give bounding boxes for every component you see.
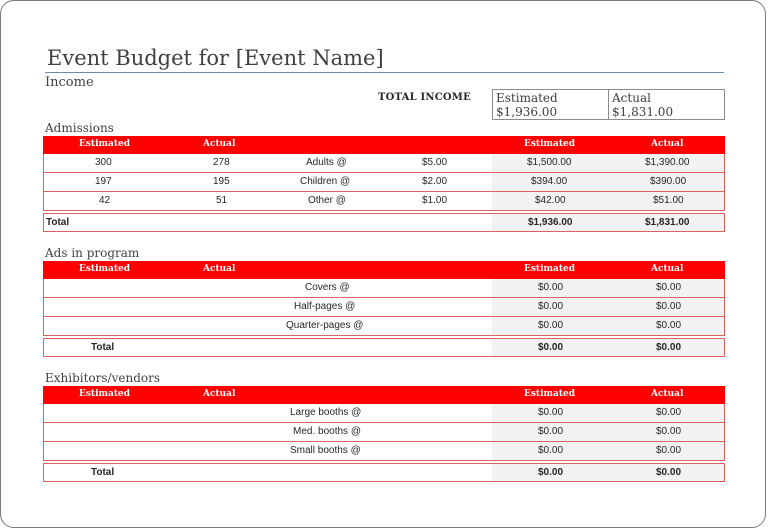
exhibitors-actual[interactable]: $0.00 (656, 445, 682, 456)
admissions-total-label: Total (46, 217, 70, 228)
admissions-header-actual: Actual (651, 139, 684, 149)
table-row[interactable] (43, 192, 725, 211)
exhibitors-total-actual: $0.00 (656, 467, 682, 478)
admissions-total-actual: $1,831.00 (645, 217, 690, 228)
exhibitors-total-row (43, 463, 725, 482)
exhibitors-estimated[interactable]: $0.00 (538, 426, 564, 437)
admissions-act-qty[interactable]: 51 (216, 195, 228, 206)
exhibitors-total-label: Total (91, 467, 115, 478)
ads-total-estimated: $0.00 (538, 342, 564, 353)
ads-estimated[interactable]: $0.00 (538, 301, 564, 312)
title-underline (45, 72, 724, 73)
exhibitors-estimated[interactable]: $0.00 (538, 445, 564, 456)
ads-actual[interactable]: $0.00 (656, 301, 682, 312)
admissions-price[interactable]: $2.00 (422, 176, 448, 187)
table-row[interactable] (43, 317, 725, 336)
ads-item: Half-pages @ (294, 301, 356, 312)
ads-header-estimated-qty: Estimated (79, 264, 131, 274)
exhibitors-estimated[interactable]: $0.00 (538, 407, 564, 418)
ads-actual[interactable]: $0.00 (656, 282, 682, 293)
exhibitors-header-actual: Actual (651, 389, 684, 399)
total-income-estimated-label: Estimated (496, 91, 558, 105)
admissions-price[interactable]: $1.00 (422, 195, 448, 206)
ads-estimated[interactable]: $0.00 (538, 320, 564, 331)
admissions-est-qty[interactable]: 42 (99, 195, 111, 206)
admissions-item: Other @ (308, 195, 346, 206)
admissions-header-actual-qty: Actual (203, 139, 236, 149)
admissions-heading: Admissions (45, 121, 114, 135)
income-heading: Income (45, 75, 94, 90)
admissions-header-estimated: Estimated (524, 139, 576, 149)
exhibitors-item: Large booths @ (290, 407, 362, 418)
admissions-item: Adults @ (306, 157, 347, 168)
admissions-actual: $1,390.00 (645, 157, 690, 168)
exhibitors-actual[interactable]: $0.00 (656, 426, 682, 437)
table-row[interactable] (43, 404, 725, 423)
ads-header-estimated: Estimated (524, 264, 576, 274)
total-income-actual-label: Actual (612, 91, 651, 105)
admissions-price[interactable]: $5.00 (422, 157, 448, 168)
admissions-act-qty[interactable]: 195 (213, 176, 230, 187)
ads-heading: Ads in program (45, 246, 140, 260)
admissions-total-estimated: $1,936.00 (528, 217, 573, 228)
ads-total-actual: $0.00 (656, 342, 682, 353)
total-income-label: TOTAL INCOME (378, 92, 471, 103)
admissions-act-qty[interactable]: 278 (213, 157, 230, 168)
total-income-actual-box[interactable] (608, 89, 725, 120)
total-income-actual-value: $1,831.00 (612, 105, 674, 119)
ads-header-actual: Actual (651, 264, 684, 274)
exhibitors-actual[interactable]: $0.00 (656, 407, 682, 418)
table-row[interactable] (43, 442, 725, 461)
admissions-header-row (43, 136, 725, 154)
exhibitors-header-estimated-qty: Estimated (79, 389, 131, 399)
table-row[interactable] (43, 154, 725, 173)
exhibitors-header-row (43, 386, 725, 404)
ads-total-label: Total (91, 342, 115, 353)
ads-item: Quarter-pages @ (286, 320, 364, 331)
admissions-actual: $390.00 (650, 176, 687, 187)
page-title: Event Budget for [Event Name] (47, 46, 384, 70)
ads-actual[interactable]: $0.00 (656, 320, 682, 331)
ads-item: Covers @ (305, 282, 350, 293)
admissions-actual: $51.00 (653, 195, 684, 206)
total-income-estimated-box[interactable] (492, 89, 609, 120)
table-row[interactable] (43, 423, 725, 442)
admissions-header-estimated-qty: Estimated (79, 139, 131, 149)
admissions-total-row (43, 213, 725, 232)
admissions-estimated: $42.00 (535, 195, 566, 206)
admissions-item: Children @ (300, 176, 351, 187)
total-income-estimated-value: $1,936.00 (496, 105, 558, 119)
table-row[interactable] (43, 173, 725, 192)
admissions-estimated: $394.00 (531, 176, 568, 187)
table-row[interactable] (43, 279, 725, 298)
exhibitors-header-actual-qty: Actual (203, 389, 236, 399)
admissions-estimated: $1,500.00 (527, 157, 572, 168)
admissions-est-qty[interactable]: 197 (95, 176, 112, 187)
admissions-est-qty[interactable]: 300 (95, 157, 112, 168)
exhibitors-total-estimated: $0.00 (538, 467, 564, 478)
exhibitors-item: Med. booths @ (293, 426, 361, 437)
exhibitors-header-estimated: Estimated (524, 389, 576, 399)
ads-total-row (43, 338, 725, 357)
table-row[interactable] (43, 298, 725, 317)
exhibitors-item: Small booths @ (290, 445, 361, 456)
exhibitors-heading: Exhibitors/vendors (45, 371, 161, 385)
ads-estimated[interactable]: $0.00 (538, 282, 564, 293)
ads-header-actual-qty: Actual (203, 264, 236, 274)
ads-header-row (43, 261, 725, 279)
